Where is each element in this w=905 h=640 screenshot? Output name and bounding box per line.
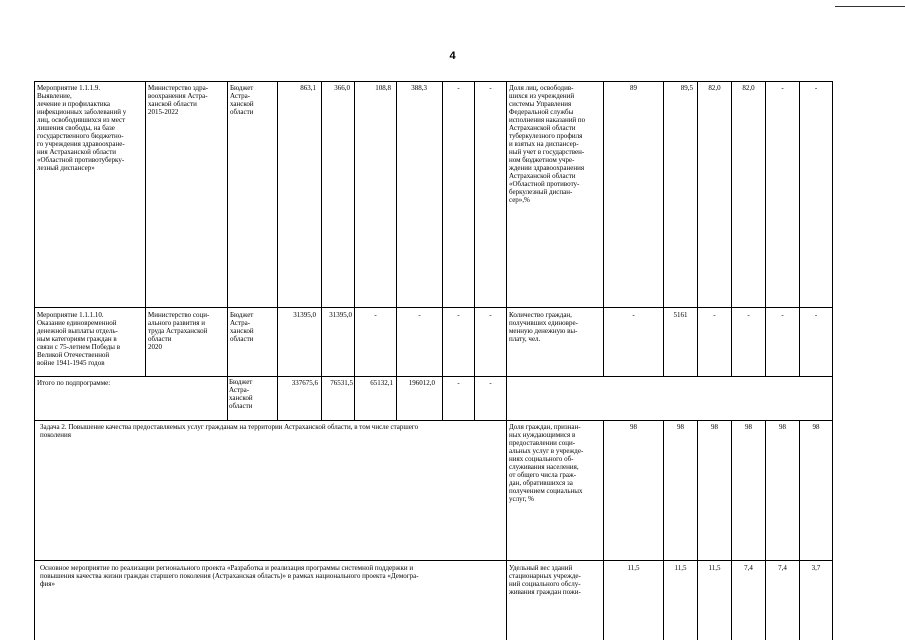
- source-cell: Бюджет Астра- ханской области: [230, 84, 254, 116]
- col-rule: [506, 420, 507, 640]
- value-cell: 98: [711, 423, 718, 431]
- value-cell: -: [814, 311, 818, 319]
- event-cell: Мероприятие 1.1.1.10. Оказание единовременной денежной выплаты отдель- ным категориям граждан в связи с 75-летием Победы в Великой Отечественной войне 1941-1945 годов: [37, 311, 121, 367]
- value-cell: 11,5: [627, 564, 640, 572]
- col-rule: [663, 81, 664, 376]
- header-rule: [835, 6, 905, 7]
- col-rule: [603, 81, 604, 376]
- row-rule: [34, 376, 833, 377]
- col-rule: [321, 81, 322, 420]
- col-rule: [697, 420, 698, 640]
- amount-cell: -: [489, 84, 492, 92]
- col-rule: [765, 420, 766, 640]
- executor-cell: Министерство здра- воохранения Астра- ханской области 2015-2022: [148, 84, 209, 116]
- amount-cell: 31395,0: [293, 311, 316, 319]
- value-cell: 82,0: [742, 84, 755, 92]
- col-rule: [474, 81, 475, 420]
- col-rule: [145, 81, 146, 376]
- main-event-heading: Основное мероприятие по реализации регионального проекта «Разработка и реализация программы системной поддержки и повышения качества жизни граждан старшего поколения (Астраханская область)» в рамках национального проекта «Демогра- фия»: [40, 564, 419, 588]
- value-cell: 98: [745, 423, 752, 431]
- row-rule: [34, 81, 833, 82]
- col-rule: [34, 81, 35, 640]
- value-cell: 7,4: [744, 564, 753, 572]
- row-rule: [34, 307, 833, 308]
- value-cell: 11,5: [708, 564, 721, 572]
- total-amount: -: [457, 379, 460, 387]
- total-amount: -: [489, 379, 492, 387]
- col-rule: [506, 81, 507, 420]
- page-number: 4: [449, 50, 456, 62]
- col-rule: [396, 81, 397, 420]
- value-cell: 98: [677, 423, 684, 431]
- event-cell: Мероприятие 1.1.1.9. Выявление, лечение и профилактика инфекционных заболеваний у лиц, освободившихся из мест лишения свободы, на базе государственного бюджетно- го учреждения здравоохране- ния Астраханской области «Областной противотуберку- лезный диспансер»: [37, 84, 127, 172]
- total-amount: 196012,0: [408, 379, 435, 387]
- source-cell: Бюджет Астра- ханской области: [230, 311, 254, 343]
- total-source: Бюджет Астра- ханской области: [229, 378, 253, 410]
- value-cell: 5161: [673, 311, 688, 319]
- total-amount: 337675,6: [291, 379, 318, 387]
- col-rule: [442, 81, 443, 420]
- amount-cell: -: [374, 311, 377, 319]
- amount-cell: 366,0: [334, 84, 350, 92]
- value-cell: 89: [630, 84, 637, 92]
- indicator-cell: Количество граждан, получивших единовре- менную денежную вы- плату, чел.: [509, 311, 578, 343]
- col-rule: [354, 81, 355, 420]
- amount-cell: -: [418, 311, 421, 319]
- amount-cell: -: [489, 311, 492, 319]
- col-rule: [663, 420, 664, 640]
- amount-cell: 388,3: [411, 84, 427, 92]
- total-label: Итого по подпрограмме:: [37, 379, 111, 387]
- col-rule: [799, 81, 800, 376]
- value-cell: 98: [812, 423, 820, 431]
- value-cell: -: [632, 311, 635, 319]
- indicator-cell: Доля лиц, освободив- шихся из учреждений системы Управления Федеральной службы исполнения наказаний по Астраханской области туберкулезного профиля и взятых на диспансер- ный учет в государствен- ном бюджетном учре- ждении здравоохранения Астраханской области «Областной противоту- беркулезный диспан- сер»,%: [509, 84, 586, 204]
- row-rule: [34, 560, 833, 561]
- value-cell: 98: [630, 423, 637, 431]
- value-cell: -: [814, 84, 818, 92]
- total-amount: 76531,5: [330, 379, 353, 387]
- value-cell: 3,7: [811, 564, 821, 572]
- value-cell: 11,5: [674, 564, 687, 572]
- value-cell: -: [747, 311, 750, 319]
- col-rule: [799, 420, 800, 640]
- total-amount: 65132,1: [370, 379, 393, 387]
- value-cell: 82,0: [708, 84, 721, 92]
- value-cell: -: [713, 311, 716, 319]
- executor-cell: Министерство соци- ального развития и труда Астраханской области 2020: [148, 311, 210, 351]
- row-rule: [34, 420, 833, 421]
- col-rule: [277, 81, 278, 420]
- value-cell: 98: [779, 423, 786, 431]
- col-rule: [832, 81, 833, 640]
- amount-cell: 863,1: [300, 84, 316, 92]
- indicator-cell: Доля граждан, признан- ных нуждающимися в предоставлении соци- альных услуг в учрежде- ниях социального об- служивания населения, от общего числа граж- дан, обратившихся за получением социальных услуг, %: [509, 423, 584, 503]
- value-cell: 7,4: [778, 564, 787, 572]
- col-rule: [731, 81, 732, 376]
- col-rule: [731, 420, 732, 640]
- col-rule: [227, 81, 228, 420]
- col-rule: [603, 420, 604, 640]
- amount-cell: 108,8: [375, 84, 391, 92]
- indicator-cell: Удельный вес зданий стационарных учрежде- ний социального обслу- живания граждан пожи-: [509, 564, 581, 596]
- value-cell: -: [781, 84, 784, 92]
- amount-cell: -: [457, 84, 460, 92]
- col-rule: [697, 81, 698, 376]
- amount-cell: -: [457, 311, 460, 319]
- amount-cell: 31395,0: [329, 311, 352, 319]
- task-2-heading: Задача 2. Повышение качества предоставляемых услуг гражданам на территории Астраханской области, в том числе старшего поколения: [40, 423, 419, 439]
- value-cell: -: [781, 311, 784, 319]
- value-cell: 89,5: [680, 84, 693, 92]
- col-rule: [765, 81, 766, 376]
